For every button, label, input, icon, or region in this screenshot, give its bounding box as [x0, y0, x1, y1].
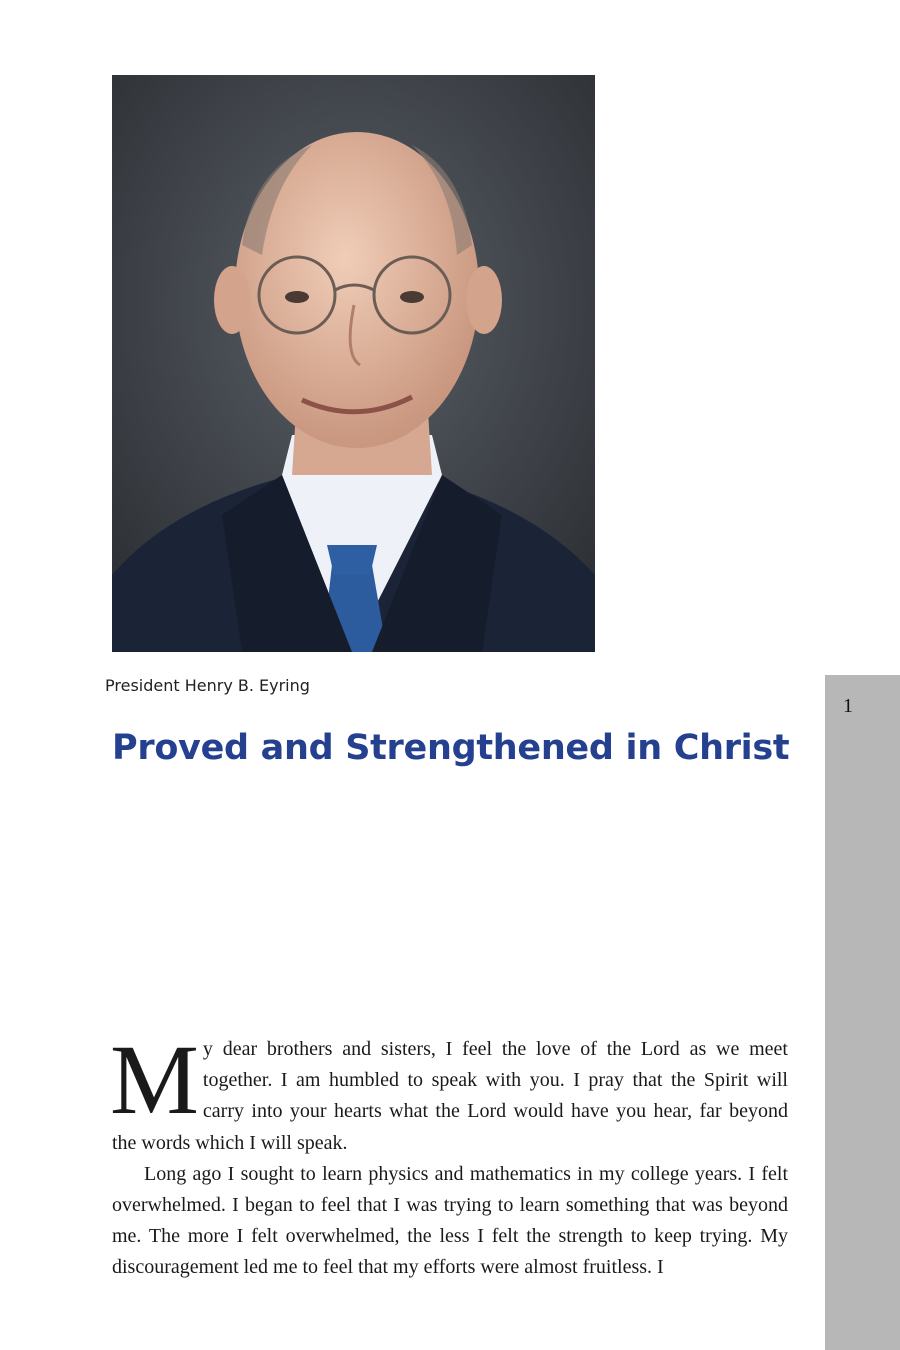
- photo-caption: President Henry B. Eyring: [105, 676, 310, 695]
- portrait-illustration: [112, 75, 595, 652]
- side-tab: [825, 675, 900, 1350]
- portrait-photo: [112, 75, 595, 652]
- paragraph-1: [110, 1024, 788, 1159]
- article-body: [110, 1024, 788, 1284]
- article-title: Proved and Strengthened in Christ: [112, 728, 790, 768]
- paragraph-2: Long ago I sought to learn physics and mathematics in my college years. I felt overwhelmed. I began to feel that I was trying to learn something that was beyond me. The more I felt overwhelmed, the less I felt the strength to keep trying. My discouragement led me to feel that my efforts were almost fruitless. I: [112, 1162, 788, 1279]
- drop-cap: M: [110, 1024, 199, 1135]
- paragraph-1-text: y dear brothers and sisters, I feel the love of the Lord as we meet together. I am humbled to speak with you. I pray that the Spirit will carry into your hearts what the Lord would have you hear, far beyond the words which I will speak.: [112, 1038, 788, 1154]
- page-number: 1: [843, 695, 853, 717]
